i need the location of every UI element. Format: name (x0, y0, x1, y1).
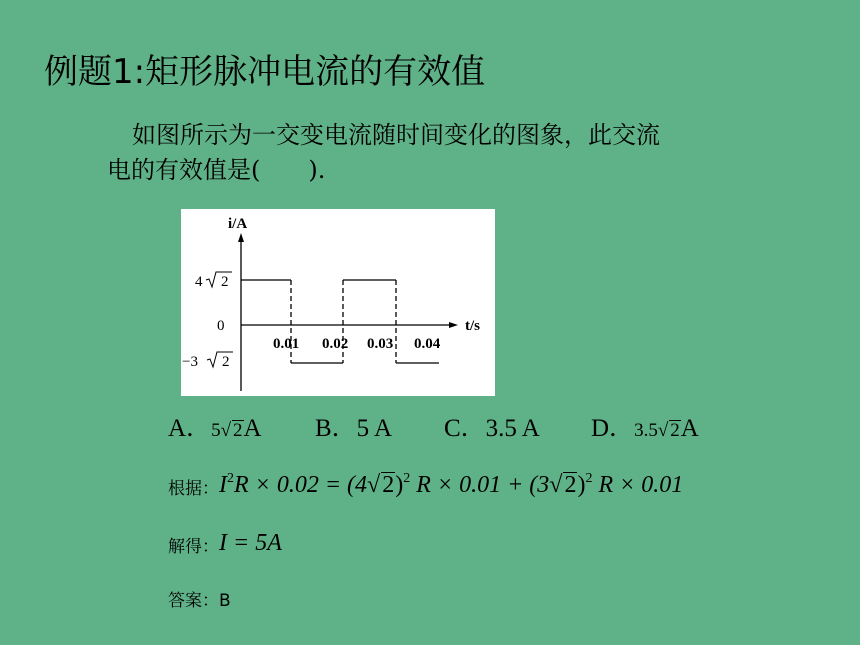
option-d[interactable]: D．3.5√ 2A (591, 415, 699, 442)
basis-label: 根据： (168, 478, 219, 499)
x-tick-label: 0.03 (367, 336, 394, 352)
basis-equation: 根据：$I^2R \times 0.02 = (4√2)^2$ $R \times 0.01 + (3√2)^2$ R × 0.01 (168, 471, 684, 499)
y-axis-label: i/A (228, 216, 248, 232)
svg-text:−3: −3 (182, 354, 198, 370)
x-tick-label: 0.02 (322, 336, 349, 352)
question-line-2: 电的有效值是( ). (107, 156, 326, 184)
current-time-graph (181, 209, 495, 396)
svg-text:4: 4 (195, 274, 203, 290)
solved-equation: 解得：I = 5A (168, 530, 282, 557)
graph-svg (181, 209, 495, 396)
x-axis-arrow (449, 322, 458, 328)
question-text (107, 118, 777, 188)
y-axis-arrow (238, 233, 244, 242)
answer-line (168, 586, 231, 611)
option-a[interactable]: A．5√ 2A (168, 415, 262, 442)
answer-value: B (219, 591, 231, 611)
svg-text:2: 2 (221, 274, 229, 290)
y-label-top (195, 272, 232, 290)
option-c[interactable]: C．3.5 A (444, 415, 540, 442)
question-line-1: 如图所示为一交变电流随时间变化的图象，此交流 (132, 121, 660, 149)
option-b[interactable]: B．5 A (315, 415, 393, 442)
svg-text:2: 2 (222, 354, 230, 370)
y-label-bottom (182, 352, 233, 370)
answer-label: 答案： (168, 591, 219, 611)
y-label-zero: 0 (217, 318, 225, 334)
solved-label: 解得： (168, 536, 219, 557)
x-axis-label: t/s (465, 318, 480, 334)
x-tick-label: 0.04 (414, 336, 441, 352)
slide-title: 例题1:矩形脉冲电流的有效值 (44, 52, 486, 92)
x-tick-label: 0.01 (273, 336, 300, 352)
